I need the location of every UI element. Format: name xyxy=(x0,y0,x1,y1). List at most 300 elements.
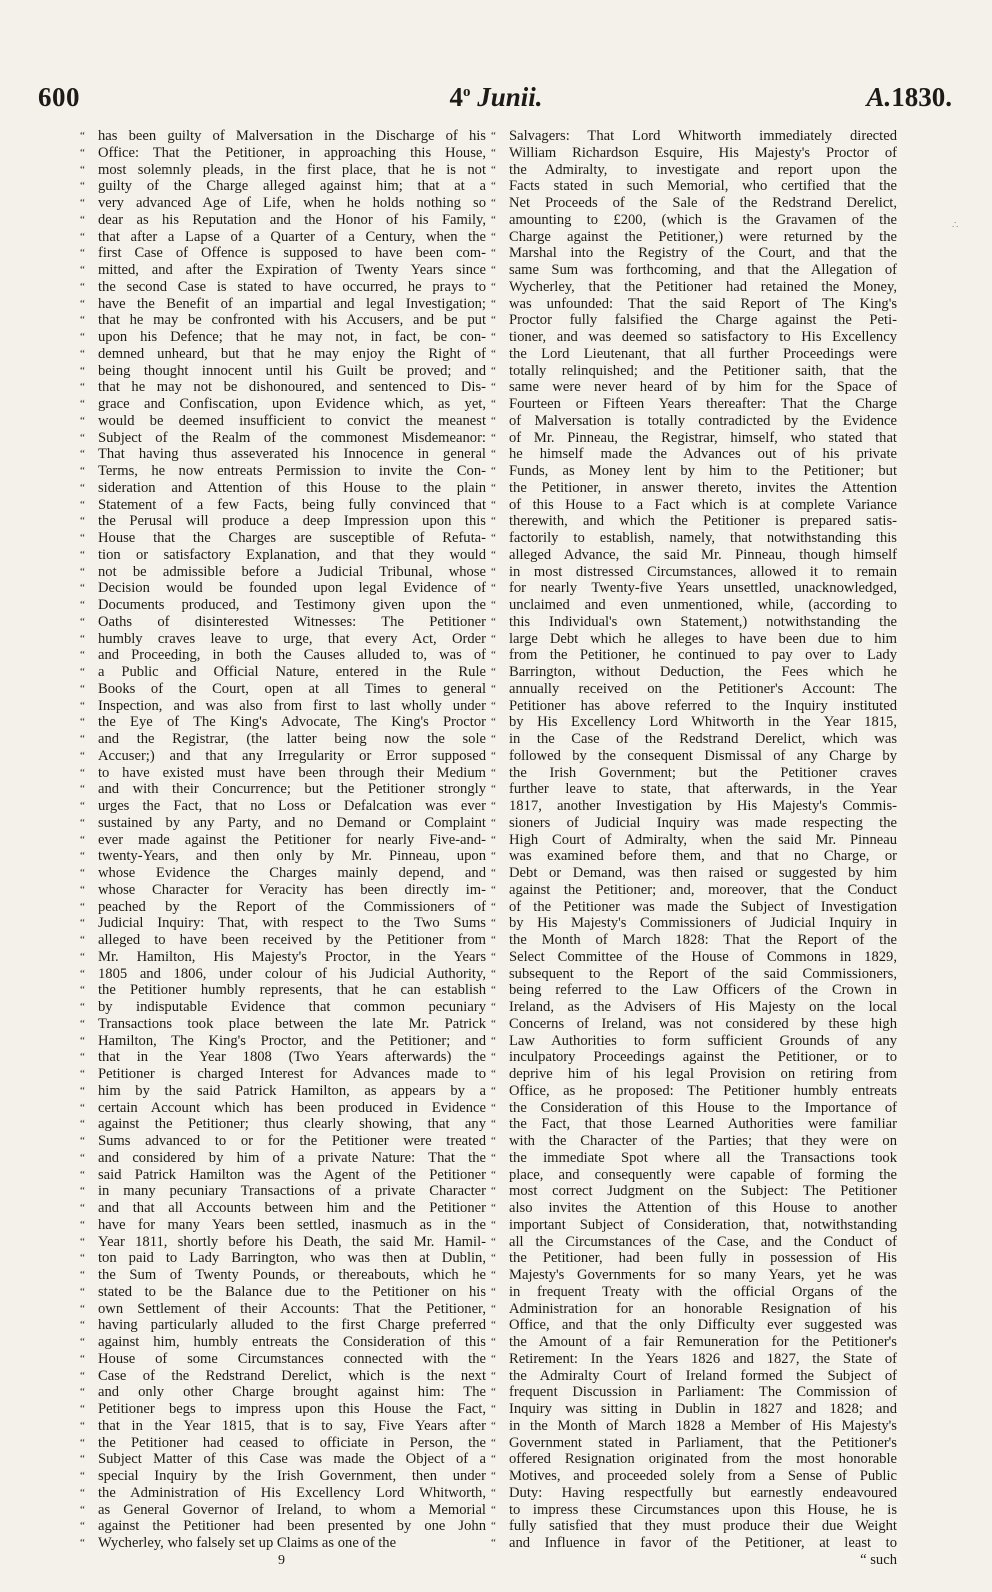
text-line xyxy=(491,1015,897,1033)
quote-mark: “ xyxy=(80,1537,84,1549)
quote-mark: “ xyxy=(491,347,495,360)
line-text: the Petitioner, had been fully in possession of His xyxy=(509,1250,897,1267)
quote-mark: “ xyxy=(491,1352,495,1365)
quote-mark: “ xyxy=(491,1084,495,1097)
quote-mark: “ xyxy=(491,264,495,276)
line-text: by His Majesty's Commissioners of Judicial Inquiry in xyxy=(509,915,897,932)
line-text: inculpatory Proceedings against the Petitioner, or to xyxy=(509,1049,897,1066)
quote-mark: “ xyxy=(491,682,495,695)
line-text: Concerns of Ireland, was not considered by these high xyxy=(509,1015,897,1032)
quote-mark: “ xyxy=(80,381,84,394)
quote-mark: “ xyxy=(80,213,84,226)
line-text: demned unheard, but that he may enjoy the Right of xyxy=(98,345,486,362)
line-text: Case of the Redstrand Derelict, which is the next xyxy=(98,1367,486,1384)
quote-mark: “ xyxy=(80,1101,84,1114)
text-line xyxy=(491,848,897,865)
quote-mark: “ xyxy=(491,1101,495,1114)
text-line xyxy=(491,312,897,329)
line-text: the Admiralty Court of Ireland formed the Subject of xyxy=(509,1367,897,1384)
quote-mark: “ xyxy=(491,1235,495,1248)
line-text: the Petitioner humbly represents, that he can establish xyxy=(98,982,486,999)
quote-mark: “ xyxy=(491,230,495,243)
quote-mark: “ xyxy=(491,465,495,477)
line-text: subsequent to the Report of the said Commissioners, xyxy=(509,965,897,982)
line-text: not be admissible before a Judicial Tribunal, whose xyxy=(98,563,486,580)
text-line xyxy=(491,630,897,648)
line-text: stated to be the Balance due to the Petitioner on his xyxy=(98,1283,486,1300)
quote-mark: “ xyxy=(491,1252,495,1265)
text-line xyxy=(491,798,897,815)
quote-mark: “ xyxy=(80,280,84,293)
text-line xyxy=(491,965,897,983)
line-text: sioners of Judicial Inquiry was made respecting the xyxy=(509,814,897,831)
quote-mark: “ xyxy=(491,766,495,779)
text-line xyxy=(80,915,486,932)
line-text: Oaths of disinterested Witnesses: The Petitioner xyxy=(98,613,486,630)
text-line xyxy=(491,1166,897,1184)
text-line xyxy=(80,513,486,530)
quote-mark: “ xyxy=(491,599,495,611)
text-line xyxy=(80,345,486,363)
text-line xyxy=(491,1417,897,1435)
line-text: Decision would be founded upon legal Evidence of xyxy=(98,580,486,597)
quote-mark: “ xyxy=(80,582,84,595)
line-text: against the Petitioner had been presented by one John xyxy=(98,1518,486,1535)
line-text: Subject Matter of this Case was made the Object of a xyxy=(98,1451,486,1468)
quote-mark: “ xyxy=(491,967,495,980)
line-text: peached by the Report of the Commissioners of xyxy=(98,898,486,915)
line-text: alleged to have been received by the Petitioner from xyxy=(98,932,486,948)
line-text: own Settlement of their Accounts: That the Petitioner, xyxy=(98,1300,486,1317)
line-text: to have existed must have been through their Medium xyxy=(98,764,486,781)
quote-mark: “ xyxy=(491,1403,495,1415)
quote-mark: “ xyxy=(80,1034,84,1047)
quote-mark: “ xyxy=(80,783,84,796)
text-line xyxy=(80,1099,486,1117)
line-text: of Malversation is totally contradicted by the Evidence xyxy=(509,412,897,429)
line-text: and Proceeding, in both the Causes alluded to, was of xyxy=(98,647,486,664)
quote-mark: “ xyxy=(491,163,495,176)
quote-mark: “ xyxy=(80,716,84,729)
quote-mark: “ xyxy=(491,414,495,427)
text-line xyxy=(491,1133,897,1150)
quote-mark: “ xyxy=(80,230,84,243)
text-line xyxy=(491,1384,897,1401)
line-text: guilty of the Charge alleged against him; that at a xyxy=(98,178,486,195)
quote-mark: “ xyxy=(491,565,495,578)
quote-mark: “ xyxy=(491,1202,495,1214)
quote-mark: “ xyxy=(491,716,495,729)
text-line xyxy=(491,898,897,916)
page-number: 600 xyxy=(38,82,80,112)
text-line xyxy=(80,563,486,581)
quote-mark: “ xyxy=(491,666,495,678)
quote-mark: “ xyxy=(80,1336,84,1348)
quote-mark: “ xyxy=(80,1135,84,1147)
text-line xyxy=(80,262,486,279)
quote-mark: “ xyxy=(80,414,84,427)
line-text: Wycherley, who falsely set up Claims as one of the xyxy=(98,1535,397,1551)
line-text: whose Evidence the Charges mainly depend, and xyxy=(98,865,486,881)
text-line xyxy=(80,898,486,916)
quote-mark: “ xyxy=(491,331,495,343)
line-text: Office: That the Petitioner, in approaching this House, xyxy=(98,144,486,161)
text-line xyxy=(80,1484,486,1502)
quote-mark: “ xyxy=(80,850,84,863)
right-column xyxy=(491,128,897,1568)
line-text: by indisputable Evidence that common pecuniary xyxy=(98,999,486,1015)
line-text: Statement of a few Facts, being fully convinced that xyxy=(98,496,486,513)
line-text: same were never heard of by him for the Space of xyxy=(509,379,897,396)
quote-mark: “ xyxy=(80,615,84,628)
text-line xyxy=(491,714,897,731)
quote-mark: “ xyxy=(491,1051,495,1064)
line-text: Judicial Inquiry: That, with respect to the Two Sums xyxy=(98,915,486,932)
quote-mark: “ xyxy=(491,749,495,762)
text-line xyxy=(80,144,486,162)
text-line xyxy=(491,513,897,530)
text-line xyxy=(80,530,486,547)
quote-mark: “ xyxy=(491,1453,495,1466)
line-text: alleged Advance, the said Mr. Pinneau, though himself xyxy=(509,546,897,563)
quote-mark: “ xyxy=(491,498,495,511)
line-text: Hamilton, The King's Proctor, and the Petitioner; and xyxy=(98,1032,486,1049)
text-line xyxy=(80,1049,486,1066)
quote-mark: “ xyxy=(491,1185,495,1198)
text-line xyxy=(491,1451,897,1468)
line-text: House that the Charges are susceptible of Refuta- xyxy=(98,530,486,546)
quote-mark: “ xyxy=(491,1068,495,1080)
quote-mark: “ xyxy=(80,498,84,511)
quote-mark: “ xyxy=(80,1403,84,1415)
text-line xyxy=(80,1501,486,1519)
line-text: Mr. Hamilton, His Majesty's Proctor, in the Years xyxy=(98,948,486,965)
text-line xyxy=(491,1149,897,1167)
quote-mark: “ xyxy=(491,615,495,628)
quote-mark: “ xyxy=(80,1151,84,1164)
quote-mark: “ xyxy=(80,481,84,494)
line-text: Inquiry was sitting in Dublin in 1827 and 1828; and xyxy=(509,1401,897,1417)
line-text: the immediate Spot where all the Transactions took xyxy=(509,1149,897,1166)
text-line xyxy=(80,479,486,497)
text-line xyxy=(80,245,486,262)
text-line xyxy=(491,195,897,212)
quote-mark: “ xyxy=(491,1017,495,1030)
quote-mark: “ xyxy=(80,364,84,377)
text-line xyxy=(509,1552,897,1569)
line-text: and with their Concurrence; but the Petitioner strongly xyxy=(98,781,486,798)
text-line xyxy=(491,1183,897,1200)
line-text: “ such xyxy=(860,1551,897,1568)
text-line xyxy=(491,128,897,145)
quote-mark: “ xyxy=(491,699,495,712)
text-line xyxy=(491,1367,897,1385)
quote-mark: “ xyxy=(80,950,84,963)
text-line xyxy=(491,1401,897,1418)
quote-mark: “ xyxy=(80,431,84,444)
line-text: Facts stated in such Memorial, who certified that the xyxy=(509,178,897,195)
quote-mark: “ xyxy=(80,749,84,762)
quote-mark: “ xyxy=(80,347,84,360)
text-line xyxy=(491,1334,897,1351)
quote-mark: “ xyxy=(80,197,84,209)
quote-mark: “ xyxy=(491,364,495,377)
text-line xyxy=(80,982,486,999)
line-text: deprive him of his legal Provision on retiring from xyxy=(509,1066,897,1082)
quote-mark: “ xyxy=(80,967,84,980)
text-line xyxy=(491,329,897,346)
text-line xyxy=(80,597,486,614)
line-text: important Subject of Consideration, that, notwithstanding xyxy=(509,1216,897,1233)
line-text: the Eye of The King's Advocate, The King's Proctor xyxy=(98,714,486,731)
margin-mark: ∴ xyxy=(952,220,960,231)
line-text: that in the Year 1815, that is to say, Five Years after xyxy=(98,1417,486,1434)
text-line xyxy=(80,1367,486,1385)
line-text: Petitioner is charged Interest for Advances made to xyxy=(98,1066,486,1082)
quote-mark: “ xyxy=(80,1218,84,1231)
text-line xyxy=(80,764,486,782)
line-text: him by the said Patrick Hamilton, as appears by a xyxy=(98,1082,486,1099)
line-text: in most distressed Circumstances, allowed it to remain xyxy=(509,563,897,580)
line-text: was examined before them, and that no Charge, or xyxy=(509,848,897,865)
line-text: and the Registrar, (the latter being now the sole xyxy=(98,731,486,747)
text-line xyxy=(80,1250,486,1267)
line-text: Proctor fully falsified the Charge against the Peti- xyxy=(509,312,897,329)
quote-mark: “ xyxy=(80,816,84,829)
quote-mark: “ xyxy=(80,130,84,142)
text-line xyxy=(491,496,897,514)
quote-mark: “ xyxy=(491,1336,495,1348)
text-line xyxy=(491,429,897,447)
quote-mark: “ xyxy=(491,1151,495,1164)
quote-mark: “ xyxy=(80,1369,84,1382)
text-line xyxy=(491,932,897,949)
line-text: the Consideration of this House to the Importance of xyxy=(509,1099,897,1116)
text-line xyxy=(80,1133,486,1150)
line-text: said Patrick Hamilton was the Agent of the Petitioner xyxy=(98,1166,486,1183)
text-line xyxy=(80,747,486,765)
quote-mark: “ xyxy=(491,883,495,896)
quote-mark: “ xyxy=(491,1419,495,1432)
line-text: Barrington, without Deduction, the Fees which he xyxy=(509,664,897,680)
quote-mark: “ xyxy=(80,1319,84,1332)
quote-mark: “ xyxy=(80,800,84,812)
text-line xyxy=(80,1535,486,1552)
quote-mark: “ xyxy=(491,867,495,879)
text-line xyxy=(491,1501,897,1519)
text-line xyxy=(491,948,897,966)
text-line xyxy=(491,362,897,380)
line-text: of Mr. Pinneau, the Registrar, himself, who stated that xyxy=(509,429,897,446)
line-text: Majesty's Governments for so many Years, yet he was xyxy=(509,1267,897,1283)
line-text: the Sum of Twenty Pounds, or thereabouts, which he xyxy=(98,1267,486,1283)
text-line xyxy=(80,178,486,195)
text-line xyxy=(80,278,486,296)
text-line xyxy=(491,680,897,698)
text-line xyxy=(491,597,897,614)
text-line xyxy=(491,479,897,497)
text-line xyxy=(80,932,486,949)
text-line xyxy=(80,1317,486,1334)
quote-mark: “ xyxy=(80,934,84,946)
text-line xyxy=(80,396,486,413)
text-line xyxy=(80,1166,486,1184)
text-line xyxy=(491,262,897,279)
line-text: large Debt which he alleges to have been due to him xyxy=(509,630,897,647)
text-line xyxy=(491,345,897,363)
text-line xyxy=(80,1066,486,1083)
quote-mark: “ xyxy=(80,1436,84,1449)
text-line xyxy=(80,446,486,463)
text-line xyxy=(491,1049,897,1066)
quote-mark: “ xyxy=(491,1285,495,1298)
text-line xyxy=(80,781,486,798)
text-line xyxy=(491,245,897,262)
quote-mark: “ xyxy=(80,1118,84,1131)
quote-mark: “ xyxy=(80,599,84,611)
signature-mark: 9 xyxy=(278,1553,285,1568)
line-text: factorily to establish, namely, that notwithstanding this xyxy=(509,530,897,546)
line-text: and Influence in favor of the Petitioner, at least to xyxy=(509,1535,897,1551)
line-text: Retirement: In the Years 1826 and 1827, the State of xyxy=(509,1350,897,1367)
quote-mark: “ xyxy=(491,247,495,260)
text-line xyxy=(80,999,486,1016)
line-text: Terms, he now entreats Permission to invite the Con- xyxy=(98,463,486,479)
line-text: unclaimed and even unmentioned, while, (according to xyxy=(509,597,897,613)
quote-mark: “ xyxy=(491,1503,495,1516)
line-text: Government stated in Parliament, that the Petitioner's xyxy=(509,1434,897,1451)
text-line xyxy=(491,831,897,849)
line-text: the Administration of His Excellency Lord Whitworth, xyxy=(98,1484,486,1501)
quote-mark: “ xyxy=(80,1386,84,1399)
line-text: 1805 and 1806, under colour of his Judicial Authority, xyxy=(98,965,486,982)
quote-mark: “ xyxy=(80,867,84,879)
text-line xyxy=(80,362,486,380)
text-line xyxy=(491,1200,897,1217)
text-line xyxy=(491,178,897,195)
line-text: Books of the Court, open at all Times to general xyxy=(98,680,486,697)
quote-mark: “ xyxy=(80,146,84,159)
line-text: in the Month of March 1828 a Member of His Majesty's xyxy=(509,1417,897,1434)
quote-mark: “ xyxy=(80,1168,84,1181)
text-line xyxy=(491,1535,897,1552)
text-line xyxy=(80,412,486,430)
text-line xyxy=(491,865,897,882)
quote-mark: “ xyxy=(80,699,84,712)
quote-mark: “ xyxy=(491,632,495,645)
line-text: Administration for an honorable Resignation of his xyxy=(509,1300,897,1317)
line-text: Fourteen or Fifteen Years thereafter: That the Charge xyxy=(509,396,897,412)
text-line xyxy=(80,1417,486,1435)
text-line xyxy=(491,1066,897,1083)
quote-mark: “ xyxy=(491,850,495,863)
quote-mark: “ xyxy=(80,1084,84,1097)
text-line xyxy=(80,865,486,882)
text-line xyxy=(80,1015,486,1033)
text-line xyxy=(491,1300,897,1318)
line-text: Funds, as Money lent by him to the Petitioner; but xyxy=(509,463,897,479)
text-line xyxy=(80,496,486,514)
quote-mark: “ xyxy=(491,1168,495,1181)
text-line xyxy=(80,312,486,329)
text-line xyxy=(80,697,486,715)
quote-mark: “ xyxy=(80,733,84,745)
line-text: twenty-Years, and then only by Mr. Pinneau, upon xyxy=(98,848,486,865)
line-text: against him, humbly entreats the Consideration of this xyxy=(98,1334,486,1350)
text-line xyxy=(80,881,486,899)
line-text: Sums advanced to or for the Petitioner were treated xyxy=(98,1133,486,1149)
text-line xyxy=(80,831,486,849)
text-line xyxy=(491,1317,897,1334)
text-line xyxy=(491,463,897,480)
text-line xyxy=(80,1267,486,1284)
line-text: and considered by him of a private Nature: That the xyxy=(98,1149,486,1166)
quote-mark: “ xyxy=(491,649,495,662)
line-text: whose Character for Veracity has been directly im- xyxy=(98,881,486,898)
line-text: further leave to state, that afterwards, in the Year xyxy=(509,781,897,798)
quote-mark: “ xyxy=(491,917,495,930)
line-text: the Petitioner, in answer thereto, invites the Attention xyxy=(509,479,897,496)
line-text: having particularly alluded to the first Charge preferred xyxy=(98,1317,486,1334)
line-text: the Fact, that those Learned Authorities were familiar xyxy=(509,1116,897,1133)
left-column xyxy=(80,128,486,1568)
text-line xyxy=(80,463,486,480)
line-text: was unfounded: That the said Report of The King's xyxy=(509,295,897,312)
text-line xyxy=(491,1216,897,1234)
quote-mark: “ xyxy=(80,1185,84,1198)
line-text: upon his Defence; that he may not, in fact, be con- xyxy=(98,329,486,345)
quote-mark: “ xyxy=(80,398,84,410)
text-line xyxy=(80,630,486,648)
quote-mark: “ xyxy=(491,1470,495,1482)
line-text: has been guilty of Malversation in the Discharge of his xyxy=(98,128,486,144)
quote-mark: “ xyxy=(491,280,495,293)
quote-mark: “ xyxy=(491,900,495,913)
text-line xyxy=(491,161,897,179)
quote-mark: “ xyxy=(491,431,495,444)
line-text: sideration and Attention of this House to the plain xyxy=(98,479,486,496)
quote-mark: “ xyxy=(491,1302,495,1315)
quote-mark: “ xyxy=(80,666,84,678)
quote-mark: “ xyxy=(80,548,84,561)
line-text: the Month of March 1828: That the Report of the xyxy=(509,932,897,948)
line-text: Transactions took place between the late Mr. Patrick xyxy=(98,1015,486,1032)
quote-mark: “ xyxy=(80,331,84,343)
line-text: the Amount of a fair Remuneration for the Petitioner's xyxy=(509,1334,897,1350)
quote-mark: “ xyxy=(80,917,84,930)
quote-mark: “ xyxy=(491,130,495,142)
text-line xyxy=(80,580,486,597)
line-text: Inspection, and was also from first to last wholly under xyxy=(98,697,486,714)
text-line xyxy=(80,1401,486,1418)
text-line xyxy=(80,161,486,179)
line-text: have for many Years been settled, inasmuch as in the xyxy=(98,1216,486,1233)
quote-mark: “ xyxy=(491,398,495,410)
line-text: the Lord Lieutenant, that all further Proceedings were xyxy=(509,345,897,362)
quote-mark: “ xyxy=(80,1001,84,1013)
running-header xyxy=(0,82,992,116)
text-line xyxy=(80,798,486,815)
text-line xyxy=(491,915,897,932)
quote-mark: “ xyxy=(80,632,84,645)
text-line xyxy=(491,530,897,547)
quote-mark: “ xyxy=(491,1135,495,1147)
quote-mark: “ xyxy=(80,532,84,544)
quote-mark: “ xyxy=(80,1068,84,1080)
line-text: Net Proceeds of the Sale of the Redstrand Derelict, xyxy=(509,195,897,211)
line-text: Salvagers: That Lord Whitworth immediately directed xyxy=(509,128,897,144)
text-line xyxy=(491,211,897,229)
